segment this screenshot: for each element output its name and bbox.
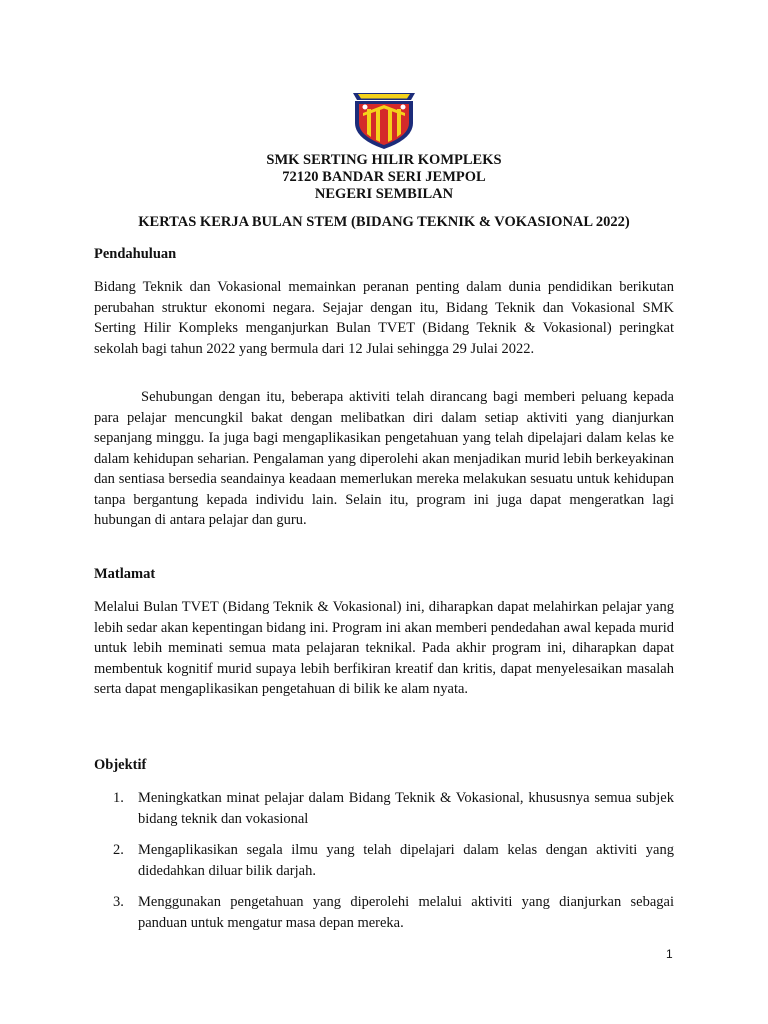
- list-item-text: Meningkatkan minat pelajar dalam Bidang Teknik & Vokasional, khususnya semua subjek bidang teknik dan vokasional: [138, 790, 674, 827]
- section-heading-matlamat: Matlamat: [94, 566, 156, 582]
- list-item: [94, 892, 674, 933]
- list-item: [94, 788, 674, 829]
- section-heading-objektif: Objektif: [94, 757, 147, 773]
- paragraph-pendahuluan-2: Sehubungan dengan itu, beberapa aktiviti telah dirancang bagi memberi peluang kepada para pelajar mencungkil bakat dengan melibatkan diri dalam setiap aktiviti yang dianjurkan sepanjang minggu. Ia juga bagi mengaplikasikan pengetahuan yang telah dipelajari dalam kelas ke dalam kehidupan seharian. Pengalaman yang diperolehi akan menjadikan murid lebih berkeyakinan dan sentiasa bersedia seandainya keadaan memerlukan mereka melakukan sesuatu untuk kehidupan tanpa bergantung kepada individu lain. Selain itu, program ini juga dapat mengeratkan lagi hubungan di antara pelajar dan guru.: [94, 389, 674, 528]
- list-item: [94, 840, 674, 881]
- objectives-list: [94, 788, 674, 933]
- list-item-text: Mengaplikasikan segala ilmu yang telah dipelajari dalam kelas dengan aktiviti yang didedahkan diluar bilik darjah.: [138, 842, 674, 879]
- paragraph-pendahuluan-1: Bidang Teknik dan Vokasional memainkan peranan penting dalam dunia pendidikan berikutan perubahan struktur ekonomi negara. Sejajar dengan itu, Bidang Teknik dan Vokasional SMK Serting Hilir Kompleks menganjurkan Bulan TVET (Bidang Teknik & Vokasional) peringkat sekolah bagi tahun 2022 yang bermula dari 12 Julai sehingga 29 Julai 2022.: [94, 279, 674, 357]
- list-item-number: 1.: [113, 790, 124, 806]
- list-item-text: Menggunakan pengetahuan yang diperolehi melalui aktiviti yang dianjurkan sebagai panduan untuk mengatur masa depan mereka.: [138, 894, 674, 931]
- school-name: SMK SERTING HILIR KOMPLEKS: [266, 152, 502, 168]
- school-state: NEGERI SEMBILAN: [314, 186, 454, 202]
- paragraph-matlamat: Melalui Bulan TVET (Bidang Teknik & Vokasional) ini, diharapkan dapat melahirkan pelajar yang lebih sedar akan kepentingan bidang ini. Program ini akan memberi pendedahan awal kepada murid untuk lebih meminati semua mata pelajaran teknikal. Pada akhir program ini, diharapkan dapat membentuk kognitif murid supaya lebih berfikiran kreatif dan kritis, dapat menyelesaikan masalah serta dapat mengaplikasikan pengetahuan di bilik ke alam nyata.: [94, 599, 674, 697]
- page-number: 1: [666, 947, 673, 961]
- section-heading-pendahuluan: Pendahuluan: [94, 246, 177, 262]
- school-crest-logo: [349, 87, 419, 151]
- school-address: 72120 BANDAR SERI JEMPOL: [282, 169, 486, 185]
- list-item-number: 2.: [113, 842, 124, 858]
- list-item-number: 3.: [113, 894, 124, 910]
- document-title: KERTAS KERJA BULAN STEM (BIDANG TEKNIK & VOKASIONAL 2022): [138, 214, 630, 230]
